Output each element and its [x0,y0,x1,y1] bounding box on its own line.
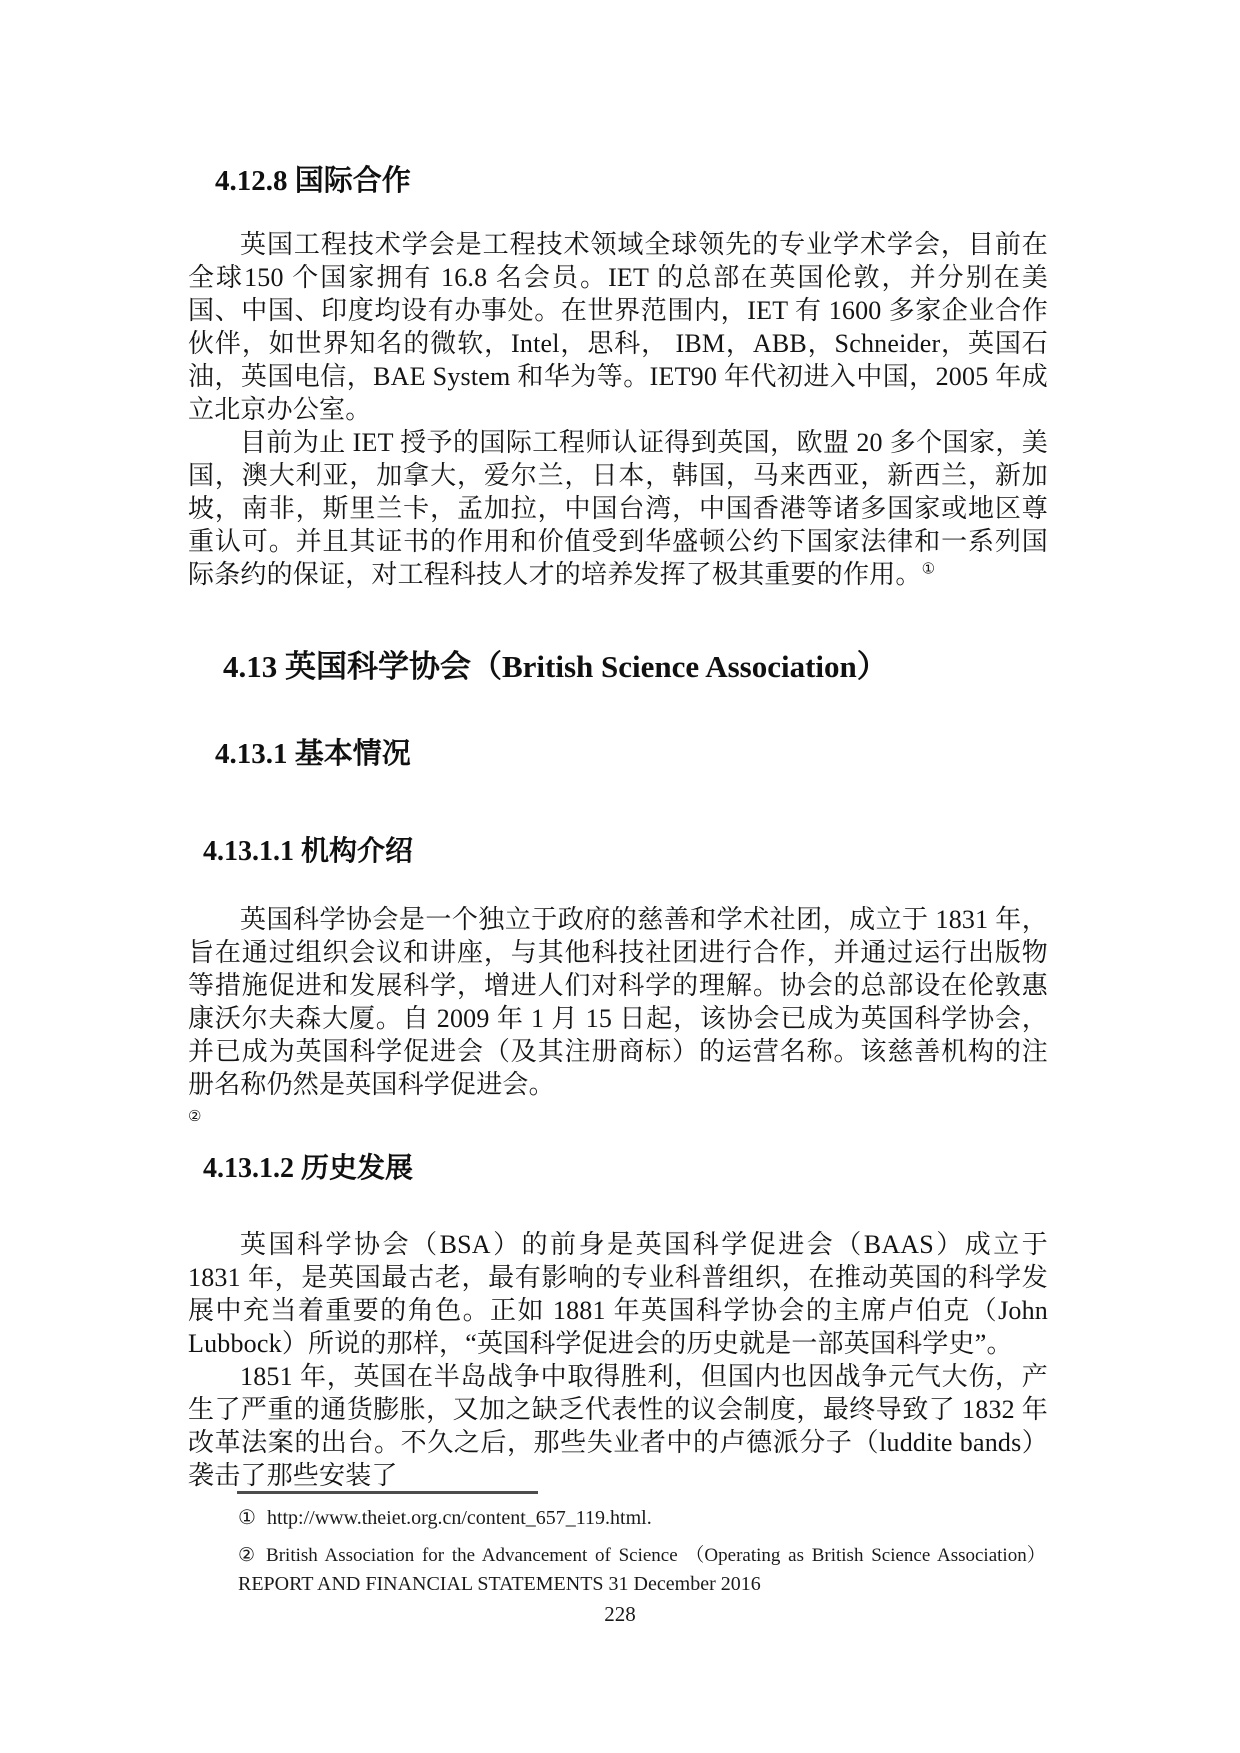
paragraph-iet-overview-text: 英国工程技术学会是工程技术领域全球领先的专业学术学会，目前在全球150 个国家拥有 16.8 名会员。IET 的总部在英国伦敦，并分别在美国、中国、印度均设有办事处。在世界范围内，IET 有 1600 多家企业合作伙伴，如世界知名的微软，Intel，思科， IBM，ABB，Schneider，英国石油，英国电信，BAE System 和华为等。IET90 年代初进入中国，2005 年成立北京办公室。 [188,230,1048,424]
footnote-reference-1: ① [921,561,936,578]
heading-4-12-8-international-cooperation: 4.12.8 国际合作 [215,165,411,197]
footnote-reference-2: ② [188,1109,202,1125]
footnote-2-continuation-report-statement: REPORT AND FINANCIAL STATEMENTS 31 December 2016 [238,1573,761,1595]
section-4-13-1-1-body [188,903,1048,1134]
paragraph-iet-overview [188,228,1048,426]
heading-4-13-1-2-historical-development: 4.13.1.2 历史发展 [203,1153,414,1184]
footnote-1 [238,1505,652,1530]
paragraph-bsa-introduction-text: 英国科学协会是一个独立于政府的慈善和学术社团，成立于 1831 年，旨在通过组织会议和讲座，与其他科技社团进行合作，并通过运行出版物等措施促进和发展科学，增进人们对科学的理解。协会的总部设在伦敦惠康沃尔夫森大厦。自 2009 年 1 月 15 日起，该协会已成为英国科学协会，并已成为英国科学促进会（及其注册商标）的运营名称。该慈善机构的注册名称仍然是英国科学促进会。 [188,905,1048,1099]
footnote-2 [238,1540,1046,1567]
heading-4-13-1-basic-situation: 4.13.1 基本情况 [215,738,411,770]
footnote-1-marker: ① [238,1507,256,1529]
heading-4-13-1-1-organization-introduction: 4.13.1.1 机构介绍 [203,836,414,867]
footnote-2-text: British Association for the Advancement of Science （Operating as British Science Association） [266,1545,1046,1566]
footnote-separator-rule [237,1491,538,1494]
paragraph-iet-certification-text: 目前为止 IET 授予的国际工程师认证得到英国，欧盟 20 多个国家，美国，澳大利亚，加拿大，爱尔兰，日本，韩国，马来西亚，新西兰，新加坡，南非，斯里兰卡，孟加拉，中国台湾，中国香港等诸多国家或地区尊重认可。并且其证书的作用和价值受到华盛顿公约下国家法律和一系列国际条约的保证，对工程科技人才的培养发挥了极其重要的作用。 [188,428,1048,589]
section-4-13-1-2-body [188,1228,1048,1492]
paragraph-iet-certification [188,426,1048,591]
section-4-12-8-body [188,228,1048,591]
paragraph-bsa-history-text: 英国科学协会（BSA）的前身是英国科学促进会（BAAS）成立于 1831 年，是英国最古老，最有影响的专业科普组织，在推动英国的科学发展中充当着重要的角色。正如 1881 年英国科学协会的主席卢伯克（John Lubbock）所说的那样，“英国科学促进会的历史就是一部英国科学史”。 [188,1230,1048,1358]
page-number: 228 [604,1602,636,1626]
paragraph-1851-history-text: 1851 年，英国在半岛战争中取得胜利，但国内也因战争元气大伤，产生了严重的通货膨胀，又加之缺乏代表性的议会制度，最终导致了 1832 年改革法案的出台。不久之后，那些失业者中的卢德派分子（luddite bands）袭击了那些安装了 [188,1362,1048,1490]
paragraph-bsa-history [188,1228,1048,1360]
paragraph-1851-history [188,1360,1048,1492]
paragraph-bsa-introduction [188,903,1048,1101]
heading-4-13-british-science-association: 4.13 英国科学协会（British Science Association） [223,649,888,684]
footnote-2-marker: ② [238,1545,256,1566]
footnote-1-url[interactable]: http://www.theiet.org.cn/content_657_119.html. [266,1507,652,1529]
